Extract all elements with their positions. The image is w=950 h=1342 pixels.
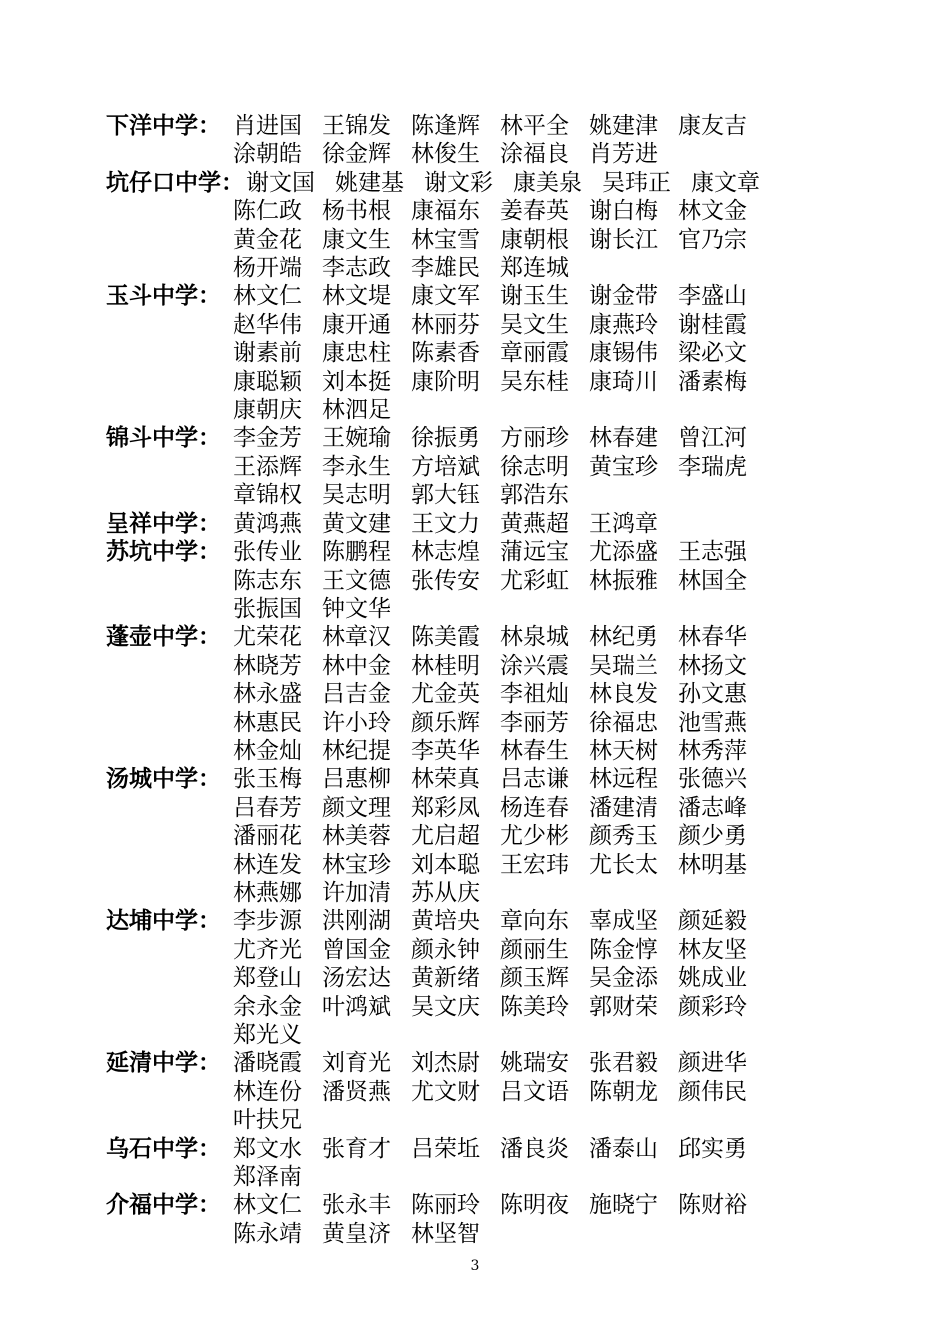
teacher-name: 汤宏达 <box>322 965 391 992</box>
teacher-name: 康阶明 <box>411 368 480 395</box>
teacher-name: 刘本聪 <box>411 851 480 878</box>
teacher-name: 郭大钰 <box>411 482 480 509</box>
teacher-name: 谢文国 <box>246 169 315 196</box>
teacher-name: 林纪提 <box>322 737 391 764</box>
school-entry <box>106 424 826 509</box>
teacher-name: 康朝庆 <box>233 397 302 424</box>
teacher-name: 陈志东 <box>233 567 302 594</box>
teacher-name: 王添辉 <box>233 453 302 480</box>
teacher-name: 潘志峰 <box>678 794 747 821</box>
teacher-name: 林章汉 <box>322 624 391 651</box>
teacher-name: 徐金辉 <box>322 141 391 168</box>
teacher-name: 尤彩虹 <box>500 567 569 594</box>
teacher-name: 林远程 <box>589 766 658 793</box>
teacher-name: 康朝根 <box>500 226 569 253</box>
teacher-name: 余永金 <box>233 993 302 1020</box>
teacher-name: 吴志明 <box>322 482 391 509</box>
teacher-name: 许加清 <box>322 879 391 906</box>
school-name: 下洋中学： <box>106 113 221 139</box>
teacher-name: 李丽芳 <box>500 709 569 736</box>
teacher-name: 池雪燕 <box>678 709 747 736</box>
teacher-name: 杨书根 <box>322 198 391 225</box>
teacher-name: 林春华 <box>678 624 747 651</box>
teacher-name: 谢桂霞 <box>678 311 747 338</box>
teacher-name: 林俊生 <box>411 141 480 168</box>
school-name: 达埔中学： <box>106 908 221 935</box>
school-entry <box>106 765 826 907</box>
teacher-name: 姚建基 <box>335 169 404 196</box>
teacher-name: 尤荣花 <box>233 624 302 651</box>
teacher-name: 王锦发 <box>322 113 391 139</box>
teacher-name: 谢素前 <box>233 340 302 367</box>
teacher-name: 林金灿 <box>233 737 302 764</box>
teacher-name: 方培斌 <box>411 453 480 480</box>
teacher-name: 康燕玲 <box>589 311 658 338</box>
teacher-name: 林连发 <box>233 851 302 878</box>
teacher-name: 刘本挺 <box>322 368 391 395</box>
teacher-name: 张振国 <box>233 595 302 622</box>
teacher-names <box>233 623 769 765</box>
teacher-name: 李英华 <box>411 737 480 764</box>
teacher-name: 林晓芳 <box>233 652 302 679</box>
teacher-name: 林坚智 <box>411 1220 480 1247</box>
teacher-name: 吴东桂 <box>500 368 569 395</box>
teacher-name: 吴玮正 <box>602 169 671 196</box>
teacher-name: 潘泰山 <box>589 1135 658 1162</box>
teacher-name: 颜乐辉 <box>411 709 480 736</box>
teacher-name: 颜玉辉 <box>500 965 569 992</box>
teacher-name: 林友坚 <box>678 936 747 963</box>
school-name: 苏坑中学： <box>106 539 221 566</box>
teacher-name: 苏从庆 <box>411 879 480 906</box>
school-list <box>106 112 826 1248</box>
teacher-name: 黄金花 <box>233 226 302 253</box>
teacher-name: 杨连春 <box>500 794 569 821</box>
teacher-name: 徐志明 <box>500 453 569 480</box>
teacher-name: 颜秀玉 <box>589 823 658 850</box>
teacher-names <box>233 538 769 623</box>
teacher-name: 黄燕超 <box>500 510 569 537</box>
teacher-name: 梁必文 <box>678 340 747 367</box>
teacher-name: 谢文彩 <box>424 169 493 196</box>
teacher-name: 姜春英 <box>500 198 569 225</box>
teacher-name: 张育才 <box>322 1135 391 1162</box>
teacher-name: 陈仁政 <box>233 198 302 225</box>
teacher-name: 尤启超 <box>411 823 480 850</box>
teacher-name: 徐振勇 <box>411 425 480 452</box>
school-name: 延清中学： <box>106 1050 221 1077</box>
teacher-name: 吕荣坵 <box>411 1135 480 1162</box>
teacher-name: 林荣真 <box>411 766 480 793</box>
teacher-name: 王文力 <box>411 510 480 537</box>
teacher-name: 郭财荣 <box>589 993 658 1020</box>
teacher-name: 林纪勇 <box>589 624 658 651</box>
teacher-name: 姚瑞安 <box>500 1050 569 1077</box>
teacher-name: 郑泽南 <box>233 1164 302 1191</box>
teacher-name: 施晓宁 <box>589 1192 658 1219</box>
teacher-names <box>233 1049 769 1134</box>
teacher-name: 许小玲 <box>322 709 391 736</box>
school-entry <box>106 169 826 283</box>
school-entry <box>106 538 826 623</box>
teacher-name: 陈素香 <box>411 340 480 367</box>
teacher-name: 章锦权 <box>233 482 302 509</box>
school-entry <box>106 282 826 424</box>
teacher-name: 肖芳进 <box>589 141 658 168</box>
teacher-name: 颜伟民 <box>678 1078 747 1105</box>
teacher-name: 颜永钟 <box>411 936 480 963</box>
school-name: 乌石中学： <box>106 1135 221 1162</box>
teacher-name: 颜文理 <box>322 794 391 821</box>
teacher-name: 陈明夜 <box>500 1192 569 1219</box>
teacher-name: 潘丽花 <box>233 823 302 850</box>
school-entry <box>106 1049 826 1134</box>
teacher-name: 康聪颖 <box>233 368 302 395</box>
teacher-name: 康锡伟 <box>589 340 658 367</box>
teacher-name: 康友吉 <box>678 113 747 139</box>
teacher-name: 叶鸿斌 <box>322 993 391 1020</box>
teacher-name: 曾江河 <box>678 425 747 452</box>
teacher-name: 王文德 <box>322 567 391 594</box>
teacher-name: 吴文生 <box>500 311 569 338</box>
teacher-name: 黄新绪 <box>411 965 480 992</box>
teacher-name: 颜延毅 <box>678 908 747 935</box>
teacher-name: 钟文华 <box>322 595 391 622</box>
teacher-name: 谢长江 <box>589 226 658 253</box>
names-row <box>246 169 795 197</box>
teacher-name: 林扬文 <box>678 652 747 679</box>
teacher-name: 李瑞虎 <box>678 453 747 480</box>
teacher-name: 林中金 <box>322 652 391 679</box>
teacher-name: 邱实勇 <box>678 1135 747 1162</box>
teacher-name: 陈鹏程 <box>322 539 391 566</box>
teacher-name: 陈朝龙 <box>589 1078 658 1105</box>
school-entry <box>106 623 826 765</box>
teacher-name: 吕惠柳 <box>322 766 391 793</box>
teacher-name: 林文金 <box>678 198 747 225</box>
teacher-name: 康忠柱 <box>322 340 391 367</box>
teacher-name: 张永丰 <box>322 1192 391 1219</box>
teacher-name: 吴金添 <box>589 965 658 992</box>
teacher-name: 林文仁 <box>233 283 302 310</box>
school-entry <box>106 907 826 1049</box>
teacher-names <box>233 1135 769 1192</box>
teacher-name: 尤齐光 <box>233 936 302 963</box>
teacher-names <box>233 282 769 424</box>
teacher-name: 林连份 <box>233 1078 302 1105</box>
teacher-name: 林燕娜 <box>233 879 302 906</box>
teacher-name: 吴文庆 <box>411 993 480 1020</box>
teacher-name: 颜彩玲 <box>678 993 747 1020</box>
teacher-name: 官乃宗 <box>678 226 747 253</box>
teacher-name: 涂福良 <box>500 141 569 168</box>
teacher-name: 林春建 <box>589 425 658 452</box>
teacher-name: 李永生 <box>322 453 391 480</box>
teacher-name: 徐福忠 <box>589 709 658 736</box>
school-entry <box>106 510 826 538</box>
teacher-name: 黄鸿燕 <box>233 510 302 537</box>
teacher-name: 谢玉生 <box>500 283 569 310</box>
teacher-name: 林桂明 <box>411 652 480 679</box>
teacher-name: 谢白梅 <box>589 198 658 225</box>
teacher-name: 涂兴震 <box>500 652 569 679</box>
teacher-name: 王宏玮 <box>500 851 569 878</box>
school-entry <box>106 1191 826 1248</box>
teacher-name: 吕吉金 <box>322 681 391 708</box>
teacher-name: 陈永靖 <box>233 1220 302 1247</box>
teacher-name: 林永盛 <box>233 681 302 708</box>
teacher-name: 尤添盛 <box>589 539 658 566</box>
teacher-name: 姚成业 <box>678 965 747 992</box>
teacher-name: 涂朝皓 <box>233 141 302 168</box>
teacher-name: 康开通 <box>322 311 391 338</box>
school-name: 锦斗中学： <box>106 425 221 452</box>
teacher-name: 尤金英 <box>411 681 480 708</box>
teacher-name: 林平全 <box>500 113 569 139</box>
teacher-name: 尤少彬 <box>500 823 569 850</box>
teacher-name: 李雄民 <box>411 255 480 282</box>
teacher-name: 李盛山 <box>678 283 747 310</box>
teacher-name: 林泗足 <box>322 397 391 424</box>
teacher-name: 张玉梅 <box>233 766 302 793</box>
teacher-name: 吕春芳 <box>233 794 302 821</box>
school-name: 玉斗中学： <box>106 283 221 310</box>
teacher-name: 吕文语 <box>500 1078 569 1105</box>
teacher-name: 林良发 <box>589 681 658 708</box>
teacher-names <box>233 169 795 283</box>
teacher-name: 姚建津 <box>589 113 658 139</box>
teacher-name: 章向东 <box>500 908 569 935</box>
teacher-name: 陈金惇 <box>589 936 658 963</box>
teacher-name: 黄皇济 <box>322 1220 391 1247</box>
teacher-name: 王鸿章 <box>589 510 658 537</box>
teacher-name: 林国全 <box>678 567 747 594</box>
teacher-names <box>233 424 769 509</box>
teacher-name: 陈美霞 <box>411 624 480 651</box>
teacher-name: 陈财裕 <box>678 1192 747 1219</box>
teacher-name: 吴瑞兰 <box>589 652 658 679</box>
teacher-name: 颜进华 <box>678 1050 747 1077</box>
teacher-name: 林文仁 <box>233 1192 302 1219</box>
teacher-name: 林惠民 <box>233 709 302 736</box>
school-entry <box>106 112 826 169</box>
teacher-name: 康福东 <box>411 198 480 225</box>
teacher-names <box>233 1191 769 1248</box>
teacher-name: 蒲远宝 <box>500 539 569 566</box>
teacher-names <box>233 765 769 907</box>
teacher-name: 潘贤燕 <box>322 1078 391 1105</box>
teacher-name: 张君毅 <box>589 1050 658 1077</box>
teacher-name: 叶扶兄 <box>233 1107 302 1134</box>
school-name: 介福中学： <box>106 1192 221 1219</box>
teacher-name: 陈逢辉 <box>411 113 480 139</box>
teacher-name: 林天树 <box>589 737 658 764</box>
teacher-name: 康琦川 <box>589 368 658 395</box>
teacher-name: 康文军 <box>411 283 480 310</box>
school-name: 坑仔口中学： <box>106 169 244 196</box>
teacher-name: 林春生 <box>500 737 569 764</box>
teacher-name: 肖进国 <box>233 113 302 139</box>
school-name: 蓬壶中学： <box>106 624 221 651</box>
teacher-name: 郑文水 <box>233 1135 302 1162</box>
teacher-name: 郭浩东 <box>500 482 569 509</box>
page-number: 3 <box>470 1258 480 1274</box>
teacher-name: 潘素梅 <box>678 368 747 395</box>
teacher-name: 黄培央 <box>411 908 480 935</box>
teacher-name: 郑登山 <box>233 965 302 992</box>
teacher-name: 陈美玲 <box>500 993 569 1020</box>
teacher-name: 张传安 <box>411 567 480 594</box>
teacher-name: 康文章 <box>691 169 760 196</box>
teacher-name: 潘晓霞 <box>233 1050 302 1077</box>
teacher-name: 张传业 <box>233 539 302 566</box>
teacher-name: 孙文惠 <box>678 681 747 708</box>
teacher-names <box>233 112 769 169</box>
teacher-name: 林宝雪 <box>411 226 480 253</box>
teacher-name: 潘建清 <box>589 794 658 821</box>
teacher-name: 林丽芬 <box>411 311 480 338</box>
teacher-name: 李祖灿 <box>500 681 569 708</box>
teacher-name: 赵华伟 <box>233 311 302 338</box>
teacher-name: 王志强 <box>678 539 747 566</box>
teacher-name: 陈丽玲 <box>411 1192 480 1219</box>
teacher-name: 郑光义 <box>233 1022 302 1048</box>
teacher-name: 李志政 <box>322 255 391 282</box>
teacher-name: 黄文建 <box>322 510 391 537</box>
teacher-name: 刘育光 <box>322 1050 391 1077</box>
teacher-name: 吕志谦 <box>500 766 569 793</box>
teacher-name: 尤文财 <box>411 1078 480 1105</box>
teacher-name: 李步源 <box>233 908 302 935</box>
teacher-name: 林志煌 <box>411 539 480 566</box>
teacher-name: 颜丽生 <box>500 936 569 963</box>
teacher-name: 李金芳 <box>233 425 302 452</box>
teacher-name: 洪刚湖 <box>322 908 391 935</box>
teacher-name: 颜少勇 <box>678 823 747 850</box>
teacher-name: 黄宝珍 <box>589 453 658 480</box>
teacher-name: 谢金带 <box>589 283 658 310</box>
teacher-name: 章丽霞 <box>500 340 569 367</box>
teacher-name: 康美泉 <box>513 169 582 196</box>
names-rows <box>233 197 769 282</box>
teacher-name: 刘杰尉 <box>411 1050 480 1077</box>
teacher-name: 方丽珍 <box>500 425 569 452</box>
teacher-name: 郑彩凤 <box>411 794 480 821</box>
teacher-name: 林泉城 <box>500 624 569 651</box>
teacher-name: 张德兴 <box>678 766 747 793</box>
teacher-names <box>233 907 769 1049</box>
teacher-name: 林美蓉 <box>322 823 391 850</box>
teacher-name: 辜成坚 <box>589 908 658 935</box>
teacher-name: 曾国金 <box>322 936 391 963</box>
school-name: 呈祥中学： <box>106 510 221 537</box>
school-entry <box>106 1135 826 1192</box>
teacher-name: 林宝珍 <box>322 851 391 878</box>
teacher-names <box>233 510 769 538</box>
teacher-name: 林文堤 <box>322 283 391 310</box>
teacher-name: 康文生 <box>322 226 391 253</box>
teacher-name: 尤长太 <box>589 851 658 878</box>
teacher-name: 郑连城 <box>500 255 569 282</box>
teacher-name: 王婉瑜 <box>322 425 391 452</box>
school-name: 汤城中学： <box>106 766 221 793</box>
teacher-name: 杨开端 <box>233 255 302 282</box>
teacher-name: 林秀萍 <box>678 737 747 764</box>
teacher-name: 林振雅 <box>589 567 658 594</box>
teacher-name: 林明基 <box>678 851 747 878</box>
teacher-name: 潘良炎 <box>500 1135 569 1162</box>
